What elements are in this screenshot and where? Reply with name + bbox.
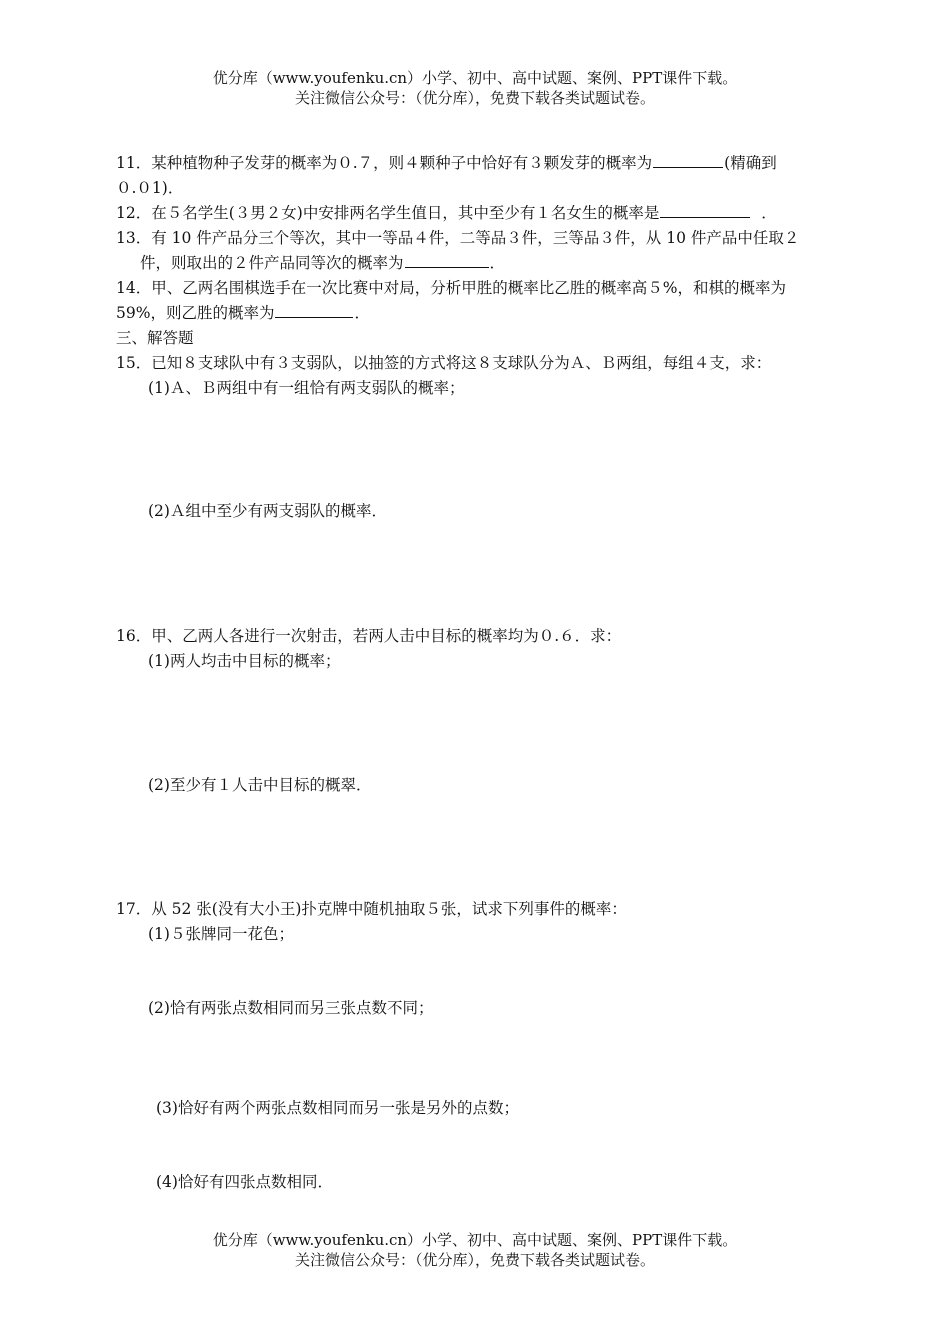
question-11-suffix: (精确到 bbox=[724, 154, 777, 172]
question-11-line-1 bbox=[116, 152, 777, 174]
question-17-part-3: (3)恰好有两个两张点数相同而另一张是另外的点数； bbox=[156, 1099, 519, 1117]
question-11-text: 11．某种植物种子发芽的概率为０.７，则４颗种子中恰好有３颗发芽的概率为 bbox=[116, 154, 653, 172]
question-14-line-2 bbox=[116, 302, 370, 324]
footer-line-1: 优分库（www.youfenku.cn）小学、初中、高中试题、案例、PPT课件下载。 bbox=[212, 1231, 738, 1249]
question-13-text: 件，则取出的２件产品同等次的概率为 bbox=[140, 254, 404, 272]
question-16-part-1: (1)两人均击中目标的概率； bbox=[148, 652, 341, 670]
footer-line-2: 关注微信公众号：（优分库），免费下载各类试题试卷。 bbox=[294, 1251, 655, 1269]
page-header bbox=[0, 68, 950, 108]
question-14-text: 59%，则乙胜的概率为 bbox=[116, 304, 275, 322]
question-11-line-2: ０.０1)． bbox=[116, 179, 184, 197]
question-12 bbox=[116, 202, 777, 224]
question-17-stem: 17．从 52 张(没有大小王)扑克牌中随机抽取５张，试求下列事件的概率： bbox=[116, 900, 627, 918]
question-16-stem: 16．甲、乙两人各进行一次射击，若两人击中目标的概率均为０.６．求： bbox=[116, 627, 622, 645]
question-17-part-1: (1)５张牌同一花色； bbox=[148, 925, 294, 943]
answer-blank-13[interactable] bbox=[405, 252, 489, 268]
page-footer bbox=[0, 1230, 950, 1270]
question-15-stem: 15．已知８支球队中有３支弱队，以抽签的方式将这８支球队分为Ａ、Ｂ两组，每组４支，求： bbox=[116, 354, 772, 372]
question-14-line-1: 14．甲、乙两名围棋选手在一次比赛中对局，分析甲胜的概率比乙胜的概率高５%，和棋的概率为 bbox=[116, 279, 786, 297]
question-15-part-2: (2)Ａ组中至少有两支弱队的概率． bbox=[148, 502, 387, 520]
question-14-suffix: ． bbox=[354, 304, 370, 322]
question-13-suffix: ． bbox=[489, 254, 506, 272]
question-16-part-2: (2)至少有１人击中目标的概翠． bbox=[148, 776, 372, 794]
question-17-part-2: (2)恰有两张点数相同而另三张点数不同； bbox=[148, 999, 434, 1017]
header-line-2: 关注微信公众号：（优分库），免费下载各类试题试卷。 bbox=[294, 89, 655, 107]
answer-blank-14[interactable] bbox=[275, 302, 353, 318]
question-17-part-4: (4)恰好有四张点数相同． bbox=[156, 1173, 333, 1191]
answer-blank-11[interactable] bbox=[653, 152, 723, 168]
answer-blank-12[interactable] bbox=[660, 202, 750, 218]
question-12-text: 12．在５名学生(３男２女)中安排两名学生值日，其中至少有１名女生的概率是 bbox=[116, 204, 660, 222]
section-heading: 三、解答题 bbox=[116, 329, 194, 347]
question-12-suffix: ． bbox=[761, 204, 777, 222]
question-15-part-1: (1)Ａ、Ｂ两组中有一组恰有两支弱队的概率； bbox=[148, 379, 465, 397]
question-13-line-2 bbox=[140, 252, 505, 274]
header-line-1: 优分库（www.youfenku.cn）小学、初中、高中试题、案例、PPT课件下载。 bbox=[212, 69, 738, 87]
question-13-line-1: 13．有 10 件产品分三个等次，其中一等品４件，二等品３件，三等品３件，从 10 件产品中任取２ bbox=[116, 229, 800, 247]
